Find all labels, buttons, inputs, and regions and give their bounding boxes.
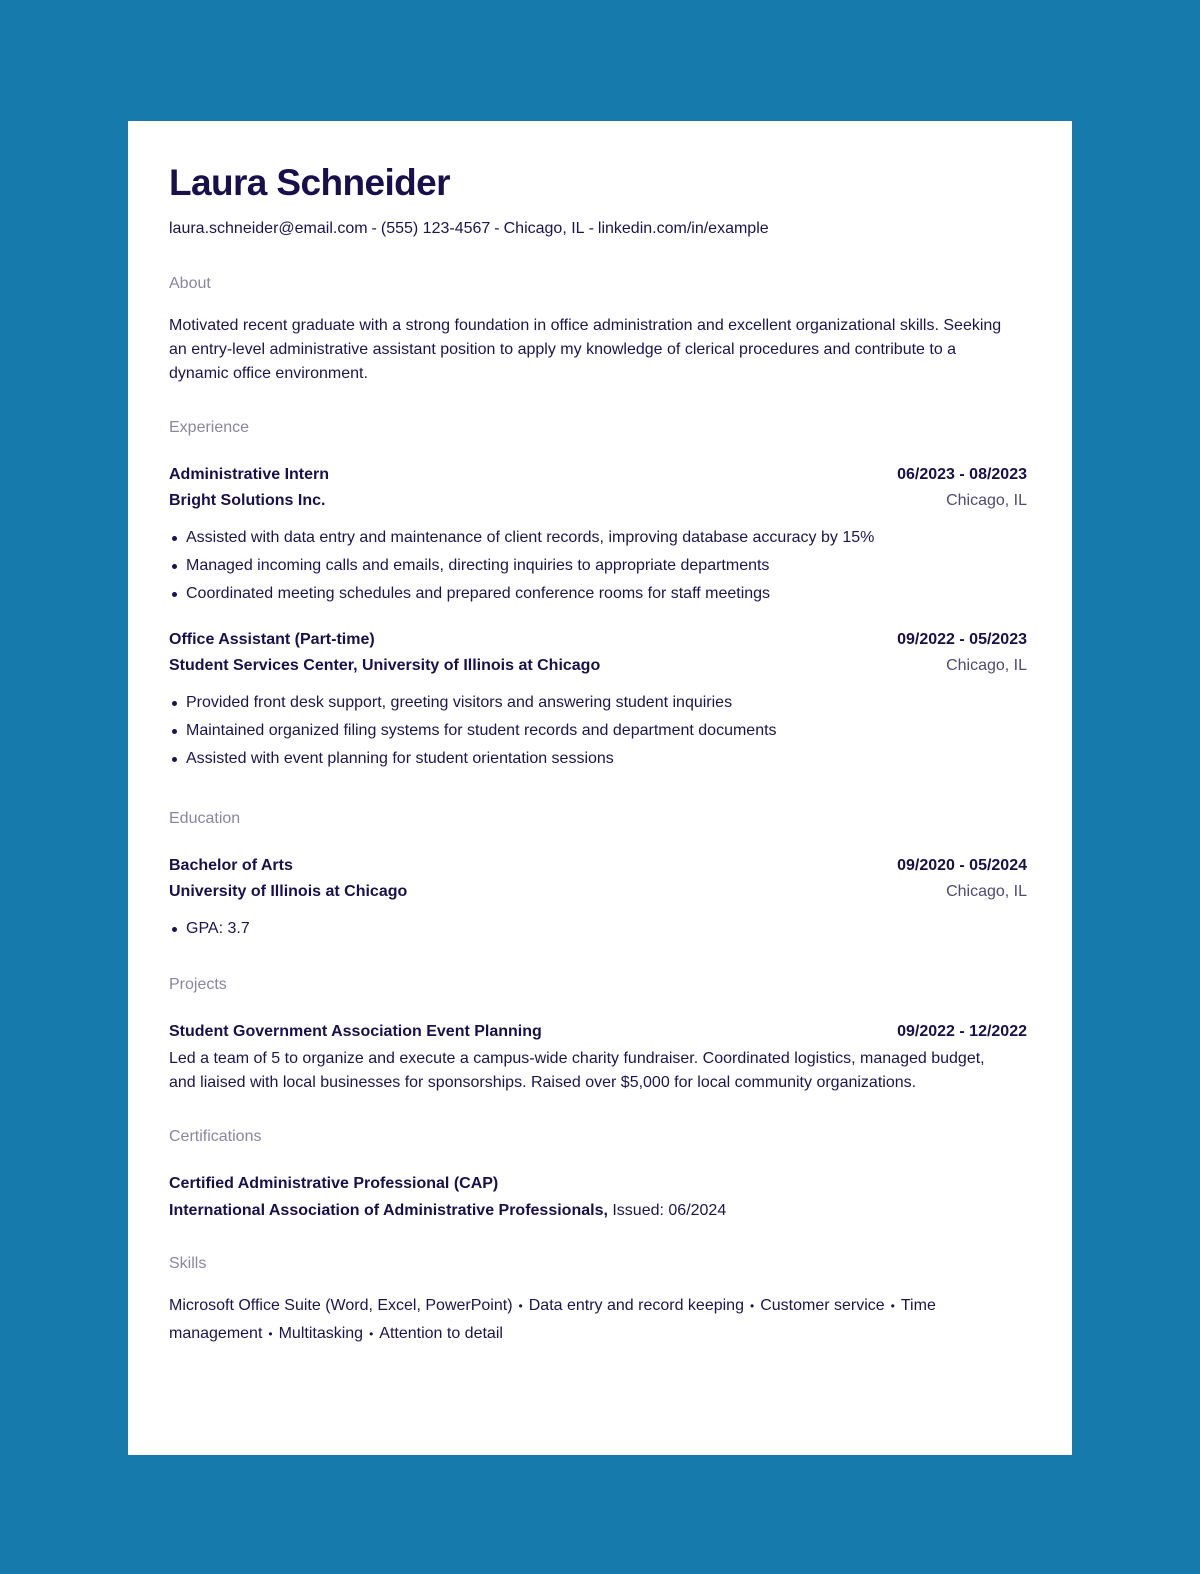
certification-name: Certified Administrative Professional (CAP) (169, 1175, 499, 1192)
job-title: Administrative Intern (169, 466, 330, 483)
skill-item: Customer service (760, 1297, 885, 1314)
list-item: GPA: 3.7 (186, 915, 1027, 943)
job-dates: 09/2022 - 05/2023 (897, 631, 1027, 648)
job-title: Office Assistant (Part-time) (169, 631, 375, 648)
contact-line (169, 219, 1027, 239)
about-text: Motivated recent graduate with a strong foundation in office administration and excellent organizational skills. Seeking an entry-level administrative assistant position to apply my knowledge of clerical procedures and contribute to a dynamic office environment. (169, 317, 1002, 382)
experience-company-row (169, 490, 1027, 512)
skill-separator: • (369, 1327, 374, 1341)
certification-name-row (169, 1173, 1027, 1195)
certifications-section-title: Certifications (169, 1128, 262, 1145)
skill-item: Data entry and record keeping (528, 1297, 744, 1314)
job-bullets (169, 689, 1027, 773)
list-item: Assisted with data entry and maintenance of client records, improving database accuracy by 15% (186, 524, 1027, 552)
education-section-title: Education (169, 810, 241, 827)
skill-item: management (169, 1325, 263, 1342)
education-bullets (169, 915, 1027, 943)
skill-item: Time (900, 1297, 936, 1314)
projects-section-title: Projects (169, 976, 227, 993)
list-item: Provided front desk support, greeting visitors and answering student inquiries (186, 689, 1027, 717)
contact-separator: - (494, 220, 500, 237)
skill-separator: • (890, 1299, 895, 1313)
experience-item (169, 464, 1027, 608)
contact-linkedin: linkedin.com/in/example (597, 220, 769, 237)
about-section-title: About (169, 275, 211, 292)
certification-issued-date: Issued: 06/2024 (612, 1202, 727, 1219)
contact-separator: - (371, 220, 377, 237)
skills-line-1 (169, 1292, 1027, 1320)
skill-separator: • (749, 1299, 755, 1313)
project-header-row (169, 1021, 1027, 1043)
company-name: Student Services Center, University of Illinois at Chicago (169, 657, 601, 674)
certification-issuer-row (169, 1200, 1027, 1222)
skill-separator: • (268, 1327, 273, 1341)
list-item: Managed incoming calls and emails, directing inquiries to appropriate departments (186, 552, 1027, 580)
education-school-row (169, 881, 1027, 903)
company-name: Bright Solutions Inc. (169, 492, 326, 509)
contact-location: Chicago, IL (503, 220, 585, 237)
education-header-row (169, 855, 1027, 877)
skill-separator: • (518, 1299, 523, 1313)
skill-item: Multitasking (278, 1325, 364, 1342)
skill-item: Microsoft Office Suite (Word, Excel, PowerPoint) (169, 1297, 513, 1314)
skill-item: Attention to detail (379, 1325, 503, 1342)
certification-issuer: International Association of Administrative Professionals, (169, 1202, 608, 1219)
project-description: Led a team of 5 to organize and execute a campus-wide charity fundraiser. Coordinated logistics, managed budget, and liaised with local businesses for sponsorships. Raised over $5,000 for local community organizations. (169, 1050, 985, 1091)
project-dates: 09/2022 - 12/2022 (897, 1023, 1027, 1040)
education-location: Chicago, IL (946, 883, 1027, 900)
experience-section-title: Experience (169, 419, 250, 436)
skills-section-title: Skills (169, 1255, 207, 1272)
job-dates: 06/2023 - 08/2023 (897, 466, 1027, 483)
certification-item (169, 1173, 1027, 1222)
experience-header-row (169, 629, 1027, 651)
resume-page (128, 121, 1072, 1455)
education-dates: 09/2020 - 05/2024 (897, 857, 1027, 874)
skills-line-2 (169, 1320, 1027, 1348)
job-bullets (169, 524, 1027, 608)
skills-list (169, 1292, 1027, 1348)
job-location: Chicago, IL (946, 492, 1027, 509)
project-item (169, 1021, 1027, 1095)
contact-separator: - (588, 220, 594, 237)
education-item (169, 855, 1027, 943)
list-item: Coordinated meeting schedules and prepared conference rooms for staff meetings (186, 580, 1027, 608)
degree-name: Bachelor of Arts (169, 857, 293, 874)
contact-email: laura.schneider@email.com (169, 220, 368, 237)
list-item: Assisted with event planning for student orientation sessions (186, 745, 1027, 773)
project-name: Student Government Association Event Planning (169, 1023, 542, 1040)
candidate-name: Laura Schneider (169, 162, 450, 203)
list-item: Maintained organized filing systems for student records and department documents (186, 717, 1027, 745)
experience-header-row (169, 464, 1027, 486)
experience-company-row (169, 655, 1027, 677)
experience-item (169, 629, 1027, 773)
contact-phone: (555) 123-4567 (380, 220, 491, 237)
job-location: Chicago, IL (946, 657, 1027, 674)
school-name: University of Illinois at Chicago (169, 883, 408, 900)
